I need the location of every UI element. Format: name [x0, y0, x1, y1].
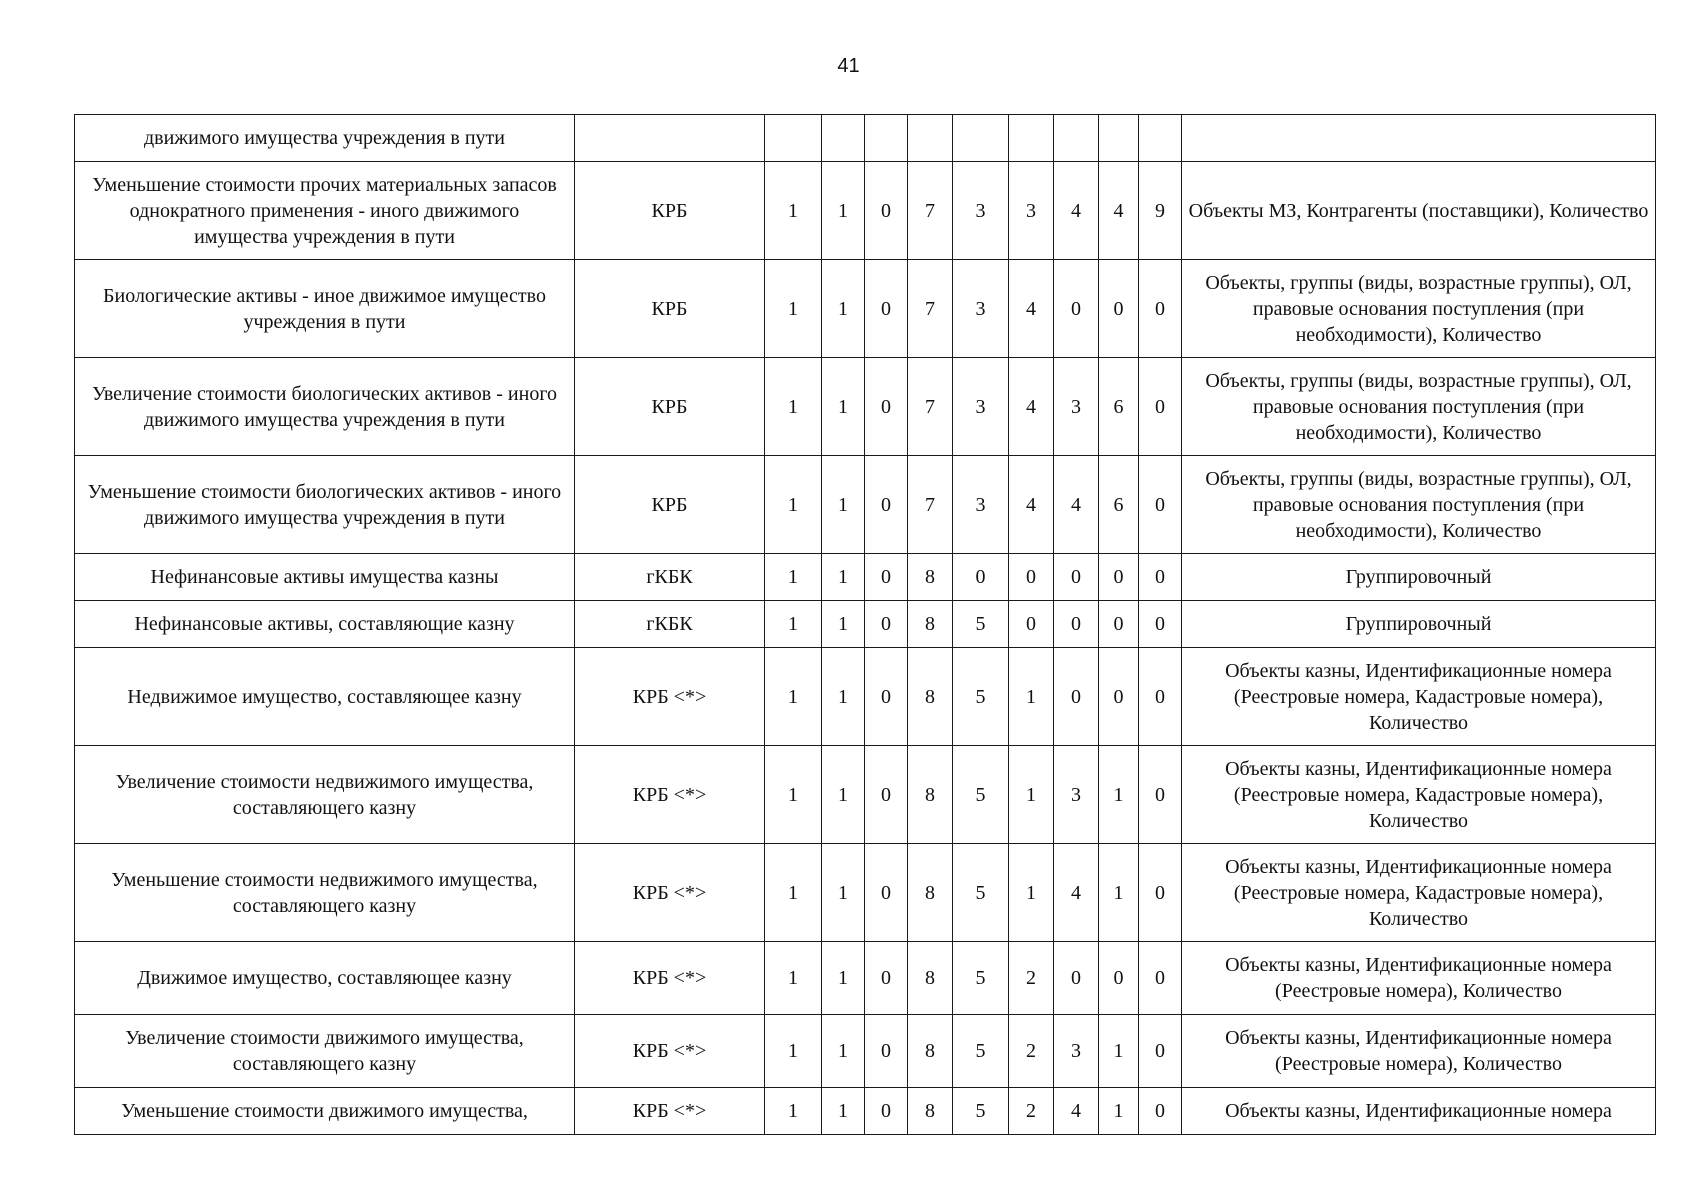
- account-name-cell: Увеличение стоимости движимого имущества, составляющего казну: [75, 1015, 575, 1088]
- account-digit-cell: 0: [1139, 554, 1182, 601]
- account-digit-cell: [865, 115, 908, 162]
- account-digit-cell: 1: [765, 942, 822, 1015]
- analytics-cell: Объекты, группы (виды, возрастные группы), ОЛ, правовые основания поступления (при необходимости), Количество: [1182, 358, 1656, 456]
- account-digit-cell: 1: [765, 358, 822, 456]
- table-row: [75, 456, 1656, 554]
- account-digit-cell: 8: [908, 1015, 953, 1088]
- account-digit-cell: 0: [1139, 456, 1182, 554]
- account-digit-cell: 3: [1054, 358, 1099, 456]
- account-name-cell: Нефинансовые активы, составляющие казну: [75, 601, 575, 648]
- account-digit-cell: 8: [908, 554, 953, 601]
- page-number: 41: [837, 55, 860, 77]
- account-digit-cell: 3: [953, 358, 1009, 456]
- account-digit-cell: 5: [953, 648, 1009, 746]
- account-kind-cell: КРБ: [575, 260, 765, 358]
- account-kind-cell: КРБ: [575, 456, 765, 554]
- table-row: [75, 260, 1656, 358]
- table-row: [75, 648, 1656, 746]
- analytics-cell: Объекты казны, Идентификационные номера (Реестровые номера, Кадастровые номера), Количество: [1182, 746, 1656, 844]
- account-kind-cell: КРБ <*>: [575, 942, 765, 1015]
- account-digit-cell: 0: [1054, 554, 1099, 601]
- account-digit-cell: 0: [1139, 1088, 1182, 1135]
- account-digit-cell: 0: [1139, 648, 1182, 746]
- account-digit-cell: 0: [1099, 260, 1139, 358]
- account-kind-cell: КРБ: [575, 358, 765, 456]
- table-row: [75, 1088, 1656, 1135]
- account-digit-cell: 2: [1009, 1088, 1054, 1135]
- account-digit-cell: 8: [908, 1088, 953, 1135]
- account-digit-cell: 3: [953, 456, 1009, 554]
- account-digit-cell: 0: [1139, 746, 1182, 844]
- account-digit-cell: 0: [865, 554, 908, 601]
- table-row: [75, 746, 1656, 844]
- account-digit-cell: 1: [765, 554, 822, 601]
- account-digit-cell: 0: [865, 648, 908, 746]
- table-row: [75, 1015, 1656, 1088]
- account-digit-cell: [953, 115, 1009, 162]
- account-digit-cell: 1: [822, 601, 865, 648]
- account-digit-cell: 8: [908, 746, 953, 844]
- account-digit-cell: [1009, 115, 1054, 162]
- analytics-cell: Группировочный: [1182, 554, 1656, 601]
- table-body: [75, 115, 1656, 1135]
- account-name-cell: Уменьшение стоимости биологических активов - иного движимого имущества учреждения в пути: [75, 456, 575, 554]
- account-kind-cell: [575, 115, 765, 162]
- account-name-cell: Уменьшение стоимости недвижимого имущества, составляющего казну: [75, 844, 575, 942]
- account-digit-cell: 5: [953, 1015, 1009, 1088]
- account-kind-cell: КРБ <*>: [575, 648, 765, 746]
- account-digit-cell: 9: [1139, 162, 1182, 260]
- accounts-table: [74, 114, 1656, 1135]
- account-digit-cell: 7: [908, 260, 953, 358]
- analytics-cell: Объекты, группы (виды, возрастные группы), ОЛ, правовые основания поступления (при необходимости), Количество: [1182, 260, 1656, 358]
- account-digit-cell: [1054, 115, 1099, 162]
- account-digit-cell: 1: [822, 942, 865, 1015]
- account-digit-cell: 1: [1009, 844, 1054, 942]
- account-name-cell: Увеличение стоимости биологических активов - иного движимого имущества учреждения в пути: [75, 358, 575, 456]
- account-digit-cell: 0: [953, 554, 1009, 601]
- account-digit-cell: 1: [822, 358, 865, 456]
- account-digit-cell: 0: [865, 456, 908, 554]
- account-name-cell: движимого имущества учреждения в пути: [75, 115, 575, 162]
- account-digit-cell: 0: [1099, 554, 1139, 601]
- account-digit-cell: 3: [953, 260, 1009, 358]
- account-digit-cell: 0: [865, 942, 908, 1015]
- account-digit-cell: 3: [1054, 1015, 1099, 1088]
- account-digit-cell: 0: [1139, 942, 1182, 1015]
- account-digit-cell: 0: [865, 358, 908, 456]
- account-digit-cell: [822, 115, 865, 162]
- account-kind-cell: КРБ <*>: [575, 844, 765, 942]
- account-digit-cell: 1: [765, 844, 822, 942]
- table-row: [75, 162, 1656, 260]
- account-digit-cell: 0: [865, 162, 908, 260]
- account-digit-cell: 0: [1009, 601, 1054, 648]
- account-digit-cell: 5: [953, 844, 1009, 942]
- account-digit-cell: 2: [1009, 1015, 1054, 1088]
- account-name-cell: Уменьшение стоимости прочих материальных запасов однократного применения - иного движимого имущества учреждения в пути: [75, 162, 575, 260]
- account-digit-cell: 0: [1054, 942, 1099, 1015]
- account-digit-cell: 0: [865, 746, 908, 844]
- analytics-cell: Объекты казны, Идентификационные номера (Реестровые номера, Кадастровые номера), Количество: [1182, 648, 1656, 746]
- account-digit-cell: 0: [1054, 601, 1099, 648]
- analytics-cell: Объекты казны, Идентификационные номера (Реестровые номера), Количество: [1182, 942, 1656, 1015]
- account-digit-cell: 5: [953, 942, 1009, 1015]
- table-row: [75, 844, 1656, 942]
- account-digit-cell: 8: [908, 648, 953, 746]
- account-digit-cell: 0: [1139, 844, 1182, 942]
- account-digit-cell: 4: [1009, 260, 1054, 358]
- account-digit-cell: 8: [908, 942, 953, 1015]
- account-digit-cell: 0: [865, 844, 908, 942]
- account-digit-cell: 7: [908, 358, 953, 456]
- table-row: [75, 942, 1656, 1015]
- account-kind-cell: КРБ <*>: [575, 1015, 765, 1088]
- account-digit-cell: 1: [822, 746, 865, 844]
- analytics-cell: [1182, 115, 1656, 162]
- account-digit-cell: 5: [953, 601, 1009, 648]
- account-name-cell: Увеличение стоимости недвижимого имущества, составляющего казну: [75, 746, 575, 844]
- account-digit-cell: 0: [1139, 260, 1182, 358]
- account-digit-cell: 1: [765, 648, 822, 746]
- account-name-cell: Недвижимое имущество, составляющее казну: [75, 648, 575, 746]
- table-row: [75, 115, 1656, 162]
- account-digit-cell: 0: [1099, 648, 1139, 746]
- account-digit-cell: 0: [1009, 554, 1054, 601]
- account-digit-cell: 4: [1099, 162, 1139, 260]
- account-digit-cell: 6: [1099, 456, 1139, 554]
- account-digit-cell: 1: [822, 162, 865, 260]
- account-digit-cell: 1: [822, 456, 865, 554]
- analytics-cell: Объекты МЗ, Контрагенты (поставщики), Количество: [1182, 162, 1656, 260]
- account-digit-cell: 0: [1139, 358, 1182, 456]
- account-digit-cell: [765, 115, 822, 162]
- account-digit-cell: 1: [822, 648, 865, 746]
- account-digit-cell: 1: [822, 844, 865, 942]
- account-digit-cell: 1: [1099, 746, 1139, 844]
- account-digit-cell: 1: [822, 1088, 865, 1135]
- table-row: [75, 601, 1656, 648]
- account-kind-cell: КРБ <*>: [575, 746, 765, 844]
- account-digit-cell: 1: [765, 1088, 822, 1135]
- analytics-cell: Объекты, группы (виды, возрастные группы), ОЛ, правовые основания поступления (при необходимости), Количество: [1182, 456, 1656, 554]
- account-digit-cell: 4: [1009, 456, 1054, 554]
- analytics-cell: Объекты казны, Идентификационные номера (Реестровые номера, Кадастровые номера), Количество: [1182, 844, 1656, 942]
- account-digit-cell: 8: [908, 844, 953, 942]
- account-digit-cell: 1: [822, 1015, 865, 1088]
- account-digit-cell: 3: [1009, 162, 1054, 260]
- account-kind-cell: гКБК: [575, 601, 765, 648]
- account-digit-cell: 6: [1099, 358, 1139, 456]
- account-digit-cell: 1: [765, 162, 822, 260]
- account-digit-cell: 4: [1009, 358, 1054, 456]
- analytics-cell: Группировочный: [1182, 601, 1656, 648]
- analytics-cell: Объекты казны, Идентификационные номера (Реестровые номера), Количество: [1182, 1015, 1656, 1088]
- analytics-cell: Объекты казны, Идентификационные номера: [1182, 1088, 1656, 1135]
- account-digit-cell: 0: [865, 601, 908, 648]
- account-digit-cell: 1: [822, 554, 865, 601]
- account-digit-cell: 1: [1099, 1088, 1139, 1135]
- account-digit-cell: 1: [822, 260, 865, 358]
- account-digit-cell: [1099, 115, 1139, 162]
- account-digit-cell: 0: [865, 1015, 908, 1088]
- account-digit-cell: 1: [765, 746, 822, 844]
- account-digit-cell: 2: [1009, 942, 1054, 1015]
- account-digit-cell: 3: [1054, 746, 1099, 844]
- account-digit-cell: 1: [765, 601, 822, 648]
- account-digit-cell: 1: [765, 1015, 822, 1088]
- account-digit-cell: 0: [1054, 648, 1099, 746]
- account-kind-cell: КРБ: [575, 162, 765, 260]
- account-digit-cell: 4: [1054, 844, 1099, 942]
- account-digit-cell: 1: [1099, 1015, 1139, 1088]
- account-name-cell: Нефинансовые активы имущества казны: [75, 554, 575, 601]
- account-kind-cell: КРБ <*>: [575, 1088, 765, 1135]
- account-digit-cell: 0: [865, 260, 908, 358]
- account-digit-cell: 0: [865, 1088, 908, 1135]
- account-digit-cell: 4: [1054, 162, 1099, 260]
- account-digit-cell: 1: [765, 260, 822, 358]
- account-name-cell: Движимое имущество, составляющее казну: [75, 942, 575, 1015]
- account-name-cell: Биологические активы - иное движимое имущество учреждения в пути: [75, 260, 575, 358]
- account-digit-cell: 3: [953, 162, 1009, 260]
- account-digit-cell: 1: [765, 456, 822, 554]
- account-digit-cell: 5: [953, 746, 1009, 844]
- account-digit-cell: 7: [908, 456, 953, 554]
- table-row: [75, 554, 1656, 601]
- table-row: [75, 358, 1656, 456]
- account-kind-cell: гКБК: [575, 554, 765, 601]
- account-digit-cell: 0: [1099, 601, 1139, 648]
- account-digit-cell: 0: [1139, 601, 1182, 648]
- account-digit-cell: 1: [1009, 746, 1054, 844]
- account-digit-cell: 8: [908, 601, 953, 648]
- account-digit-cell: 4: [1054, 1088, 1099, 1135]
- account-digit-cell: 0: [1139, 1015, 1182, 1088]
- account-digit-cell: 1: [1009, 648, 1054, 746]
- account-digit-cell: 4: [1054, 456, 1099, 554]
- account-digit-cell: 0: [1054, 260, 1099, 358]
- account-digit-cell: [908, 115, 953, 162]
- account-digit-cell: 0: [1099, 942, 1139, 1015]
- account-digit-cell: 7: [908, 162, 953, 260]
- account-digit-cell: 5: [953, 1088, 1009, 1135]
- account-name-cell: Уменьшение стоимости движимого имущества,: [75, 1088, 575, 1135]
- account-digit-cell: [1139, 115, 1182, 162]
- account-digit-cell: 1: [1099, 844, 1139, 942]
